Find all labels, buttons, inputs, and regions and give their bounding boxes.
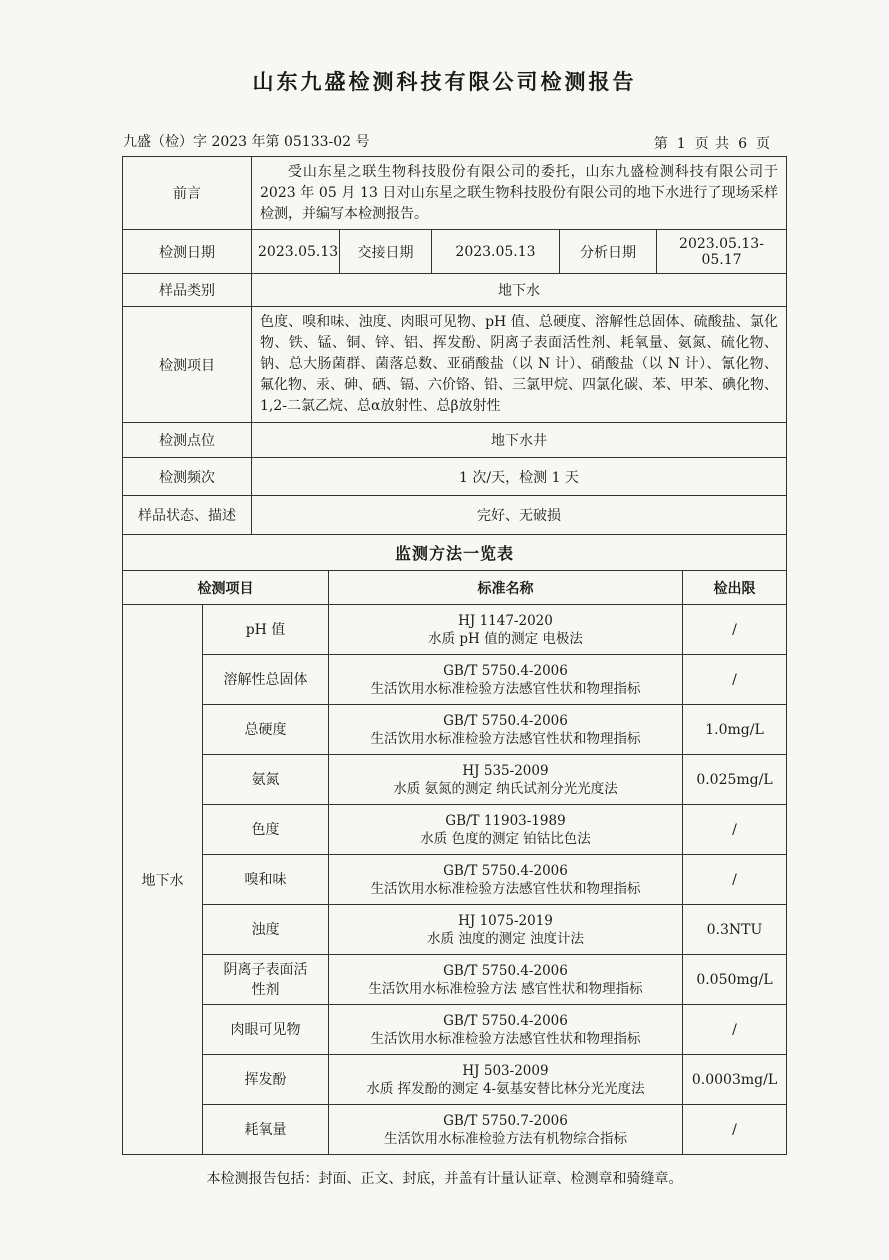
method-row xyxy=(123,905,787,955)
footer-note: 本检测报告包括：封面、正文、封底，并盖有计量认证章、检测章和骑缝章。 xyxy=(206,1171,683,1187)
method-row xyxy=(123,1005,787,1055)
method-item: 浊度 xyxy=(203,905,329,955)
standard-code: GB/T 5750.4-2006 xyxy=(443,662,568,679)
standard-name: 水质 挥发酚的测定 4-氨基安替比林分光光度法 xyxy=(366,1080,645,1097)
site-value: 地下水井 xyxy=(252,423,787,458)
method-row xyxy=(123,705,787,755)
method-item: 色度 xyxy=(203,805,329,855)
method-row xyxy=(123,805,787,855)
handover-date-label: 交接日期 xyxy=(340,230,432,274)
document-number: 九盛（检）字 2023 年第 05133-02 号 xyxy=(123,134,370,150)
sample-state-value: 完好、无破损 xyxy=(252,496,787,535)
detection-limit: / xyxy=(683,805,787,855)
page-word: 第 xyxy=(653,136,669,152)
standard-code: GB/T 11903-1989 xyxy=(445,812,566,829)
detection-limit: 0.0003mg/L xyxy=(683,1055,787,1105)
detection-limit: / xyxy=(683,655,787,705)
report-title: 山东九盛检测科技有限公司检测报告 xyxy=(252,70,637,94)
detection-limit: / xyxy=(683,855,787,905)
method-standard xyxy=(329,955,683,1005)
method-standard xyxy=(329,855,683,905)
standard-name: 生活饮用水标准检验方法感官性状和物理指标 xyxy=(370,880,641,897)
method-standard xyxy=(329,705,683,755)
method-standard xyxy=(329,805,683,855)
preface-text: 受山东星之联生物科技股份有限公司的委托，山东九盛检测科技有限公司于 2023 年 05 月 13 日对山东星之联生物科技股份有限公司的地下水进行了现场采样检测，并编写本检测报告。 xyxy=(252,157,787,230)
method-item: 肉眼可见物 xyxy=(203,1005,329,1055)
method-rows xyxy=(123,605,787,1155)
detection-limit: / xyxy=(683,1005,787,1055)
method-item: 耗氧量 xyxy=(203,1105,329,1155)
method-item: 阴离子表面活性剂 xyxy=(203,955,329,1005)
method-row xyxy=(123,955,787,1005)
col-header-item: 检测项目 xyxy=(123,571,329,605)
sample-type-label: 样品类别 xyxy=(123,274,252,307)
col-header-limit: 检出限 xyxy=(683,571,787,605)
sample-type: 地下水 xyxy=(252,274,787,307)
analysis-date: 2023.05.13-05.17 xyxy=(657,230,787,274)
standard-code: HJ 535-2009 xyxy=(462,762,549,779)
detection-limit: 0.050mg/L xyxy=(683,955,787,1005)
preface-label: 前言 xyxy=(123,157,252,230)
method-row xyxy=(123,855,787,905)
method-row xyxy=(123,1055,787,1105)
test-items-label: 检测项目 xyxy=(123,307,252,423)
method-standard xyxy=(329,755,683,805)
method-row xyxy=(123,755,787,805)
standard-code: HJ 1147-2020 xyxy=(458,612,553,629)
detection-limit: 0.025mg/L xyxy=(683,755,787,805)
group-label: 地下水 xyxy=(123,605,203,1155)
standard-code: HJ 1075-2019 xyxy=(458,912,553,929)
method-standard xyxy=(329,605,683,655)
page-mid: 页 共 xyxy=(694,136,731,152)
method-standard xyxy=(329,1055,683,1105)
method-standard xyxy=(329,1105,683,1155)
method-row xyxy=(123,1105,787,1155)
standard-code: GB/T 5750.7-2006 xyxy=(443,1112,568,1129)
standard-name: 水质 pH 值的测定 电极法 xyxy=(428,630,583,647)
detection-limit: 0.3NTU xyxy=(683,905,787,955)
method-item: 挥发酚 xyxy=(203,1055,329,1105)
method-row xyxy=(123,655,787,705)
frequency-label: 检测频次 xyxy=(123,458,252,496)
page-end: 页 xyxy=(756,136,771,152)
handover-date: 2023.05.13 xyxy=(432,230,560,274)
site-label: 检测点位 xyxy=(123,423,252,458)
test-items-text: 色度、嗅和味、浊度、肉眼可见物、pH 值、总硬度、溶解性总固体、硫酸盐、氯化物、铁、锰、铜、锌、铝、挥发酚、阴离子表面活性剂、耗氧量、氨氮、硫化物、钠、总大肠菌群、菌落总数、亚硝酸盐（以 N 计）、硝酸盐（以 N 计）、氰化物、氟化物、汞、砷、硒、镉、六价铬、铅、三氯甲烷、四氯化碳、苯、甲苯、碘化物、1,2-二氯乙烷、总α放射性、总β放射性 xyxy=(252,307,787,423)
test-date-label: 检测日期 xyxy=(123,230,252,274)
methods-table xyxy=(122,534,787,1155)
page-number xyxy=(650,133,775,153)
standard-code: HJ 503-2009 xyxy=(462,1062,549,1079)
standard-code: GB/T 5750.4-2006 xyxy=(443,862,568,879)
standard-name: 生活饮用水标准检验方法有机物综合指标 xyxy=(384,1130,627,1147)
standard-name: 生活饮用水标准检验方法 感官性状和物理指标 xyxy=(368,980,643,997)
method-item: 氨氮 xyxy=(203,755,329,805)
col-header-standard: 标准名称 xyxy=(329,571,683,605)
standard-code: GB/T 5750.4-2006 xyxy=(443,712,568,729)
method-item: pH 值 xyxy=(203,605,329,655)
standard-name: 生活饮用水标准检验方法感官性状和物理指标 xyxy=(370,680,641,697)
method-item: 嗅和味 xyxy=(203,855,329,905)
method-standard xyxy=(329,905,683,955)
standard-name: 生活饮用水标准检验方法感官性状和物理指标 xyxy=(370,1030,641,1047)
method-item: 总硬度 xyxy=(203,705,329,755)
detection-limit: / xyxy=(683,1105,787,1155)
method-item: 溶解性总固体 xyxy=(203,655,329,705)
test-date: 2023.05.13 xyxy=(252,230,340,274)
standard-name: 水质 浊度的测定 浊度计法 xyxy=(426,930,585,947)
info-table xyxy=(122,156,787,535)
standard-code: GB/T 5750.4-2006 xyxy=(443,962,568,979)
standard-code: GB/T 5750.4-2006 xyxy=(443,1012,568,1029)
standard-name: 生活饮用水标准检验方法感官性状和物理指标 xyxy=(370,730,641,747)
methods-title: 监测方法一览表 xyxy=(123,535,787,571)
method-standard xyxy=(329,655,683,705)
detection-limit: 1.0mg/L xyxy=(683,705,787,755)
page-total: 6 xyxy=(738,136,748,152)
detection-limit: / xyxy=(683,605,787,655)
analysis-date-label: 分析日期 xyxy=(560,230,657,274)
method-row xyxy=(123,605,787,655)
standard-name: 水质 氨氮的测定 纳氏试剂分光光度法 xyxy=(393,780,618,797)
standard-name: 水质 色度的测定 铂钴比色法 xyxy=(420,830,591,847)
method-standard xyxy=(329,1005,683,1055)
frequency-value: 1 次/天，检测 1 天 xyxy=(252,458,787,496)
sample-state-label: 样品状态、描述 xyxy=(123,496,252,535)
page-current: 1 xyxy=(676,136,687,152)
